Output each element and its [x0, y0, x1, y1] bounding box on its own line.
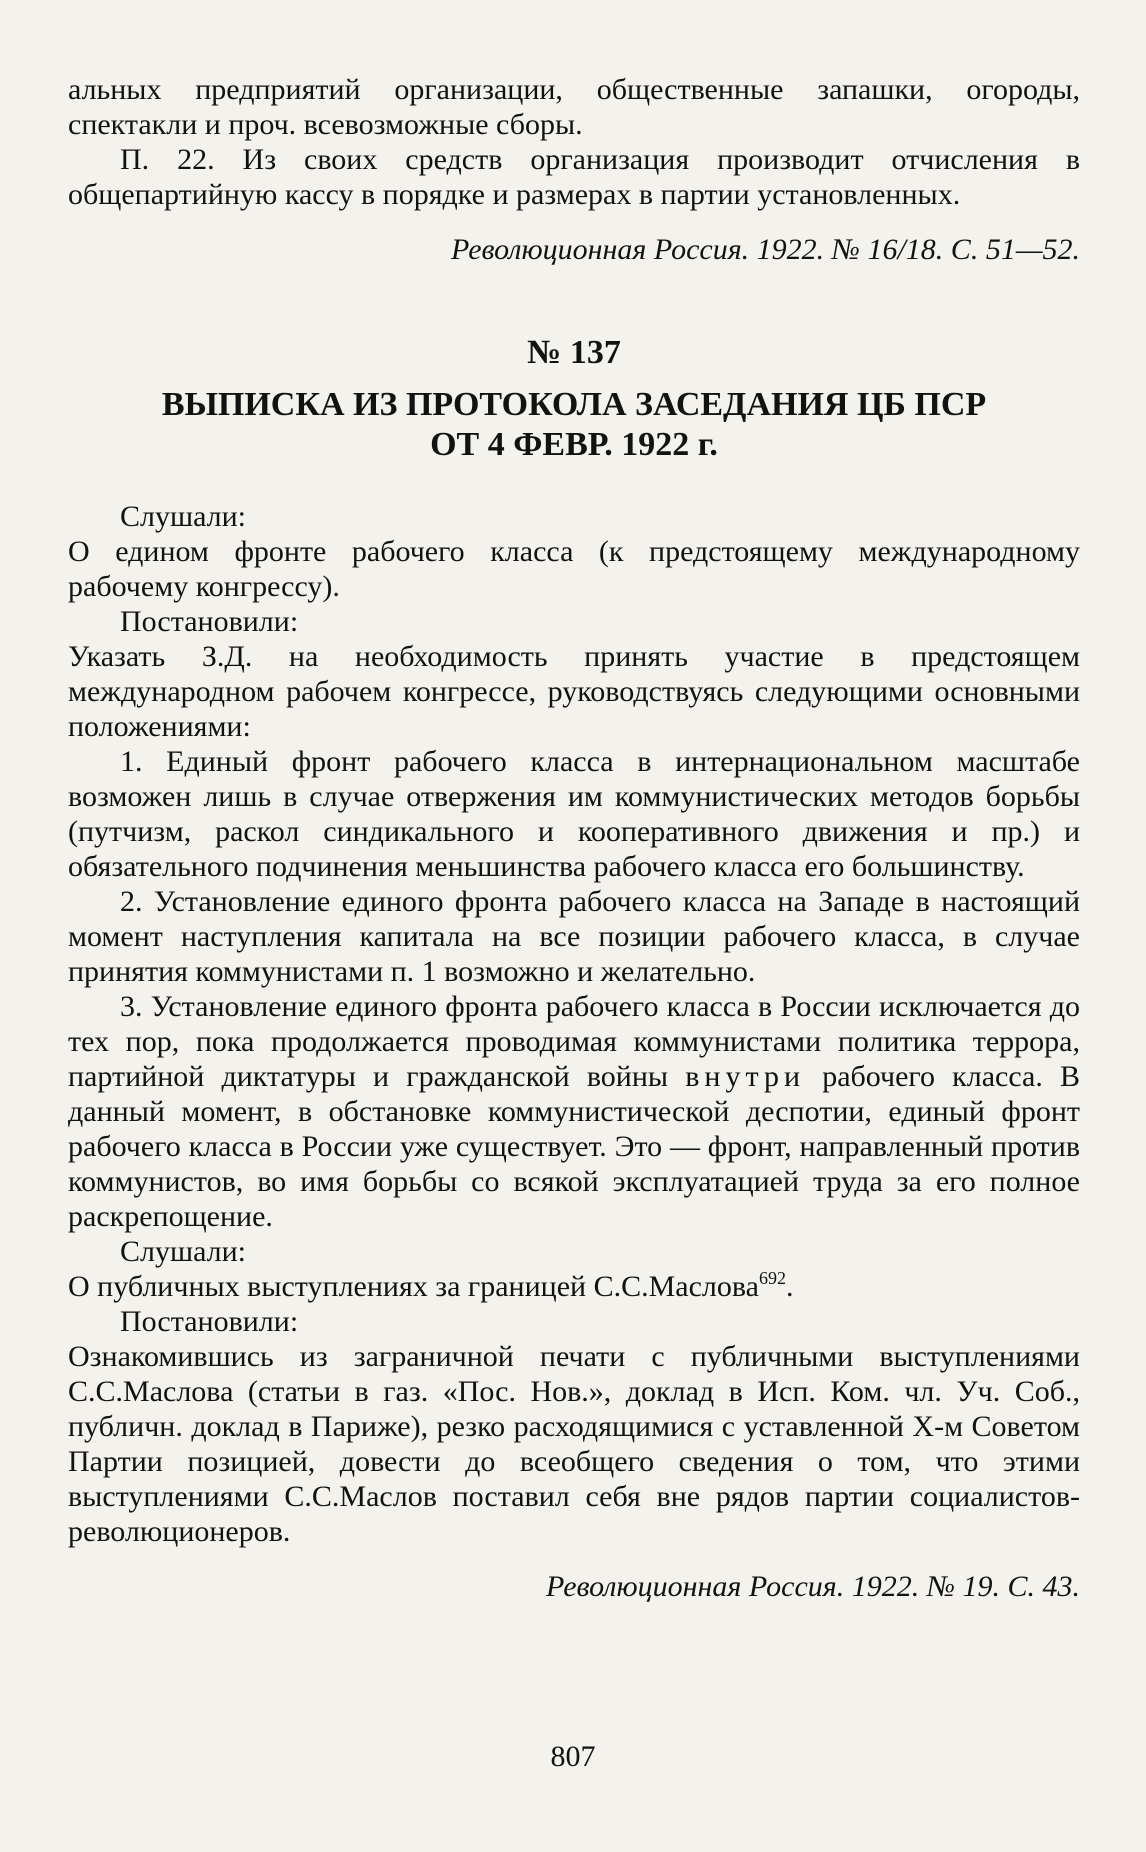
- document-body: [68, 72, 1080, 1604]
- heard-text: О едином фронте рабочего класса (к предстоящему международному рабочему конгрессу).: [68, 535, 1080, 603]
- heard-label: Слушали:: [120, 500, 247, 533]
- point-text: рабочего класса. В данный момент, в обстановке коммунистической деспотии, единый фронт рабочего класса в России уже существует. Это — фронт, направленный против коммунистов, во имя борьбы со всякой эксплуатацией труда за его полное раскрепощение.: [68, 1060, 1081, 1233]
- title-line: ВЫПИСКА ИЗ ПРОТОКОЛА ЗАСЕДАНИЯ ЦБ ПСР: [161, 386, 987, 423]
- resolution-point: 1. Единый фронт рабочего класса в интернациональном масштабе возможен лишь в случае отвержения им коммунистических методов борьбы (путчизм, раскол синдикального и кооперативного движения и пр.) и обязательного подчинения меньшинства рабочего класса его большинству.: [68, 745, 1080, 883]
- resolution-point: 2. Установление единого фронта рабочего класса на Западе в настоящий момент наступления капитала на все позиции рабочего класса, в случае принятия коммунистами п. 1 возможно и желательно.: [68, 885, 1080, 988]
- source-citation: Революционная Россия. 1922. № 19. С. 43.: [546, 1570, 1080, 1603]
- heard-text-main: О публичных выступлениях за границей С.С.Маслова: [68, 1270, 759, 1303]
- continued-paragraph: альных предприятий организации, общественные запашки, огороды, спектакли и проч. всевозможные сборы.: [68, 73, 1080, 141]
- resolution-point: [68, 989, 1080, 1234]
- spaced-emphasis: внутри: [685, 1060, 806, 1093]
- resolved-text: Ознакомившись из заграничной печати с публичными выступлениями С.С.Маслова (статьи в газ. «Пос. Нов.», доклад в Исп. Ком. чл. Уч. Соб., публичн. доклад в Париже), резко расходящимися с уставленной Х-м Советом Партии позицией, довести до всеобщего сведения о том, что этими выступлениями С.С.Маслов поставил себя вне рядов партии социалистов-революционеров.: [68, 1340, 1080, 1548]
- document-number: № 137: [527, 334, 621, 371]
- document-title: [68, 385, 1080, 465]
- resolved-text: Указать З.Д. на необходимость принять участие в предстоящем международном рабочем конгрессе, руководствуясь следующими основными положениями:: [68, 640, 1080, 743]
- paragraph-point-22: П. 22. Из своих средств организация производит отчисления в общепартийную кассу в порядке и размерах в партии установленных.: [68, 143, 1080, 211]
- footnote-reference: 692: [758, 1268, 786, 1288]
- resolved-label: Постановили:: [120, 1305, 299, 1338]
- heard-label: Слушали:: [120, 1235, 247, 1268]
- heard-text: [68, 1269, 1080, 1304]
- title-line: ОТ 4 ФЕВР. 1922 г.: [430, 426, 718, 463]
- point-text: 3. Установление единого фронта рабочего класса в России исключается до тех пор, пока продолжается проводимая коммунистами политика террора, партийной диктатуры и гражданской войны: [68, 990, 1080, 1093]
- source-citation: Революционная Россия. 1922. № 16/18. С. 51—52.: [450, 233, 1080, 266]
- resolved-label: Постановили:: [120, 605, 299, 638]
- page-number: 807: [550, 1740, 596, 1773]
- heard-text-end: .: [785, 1270, 794, 1303]
